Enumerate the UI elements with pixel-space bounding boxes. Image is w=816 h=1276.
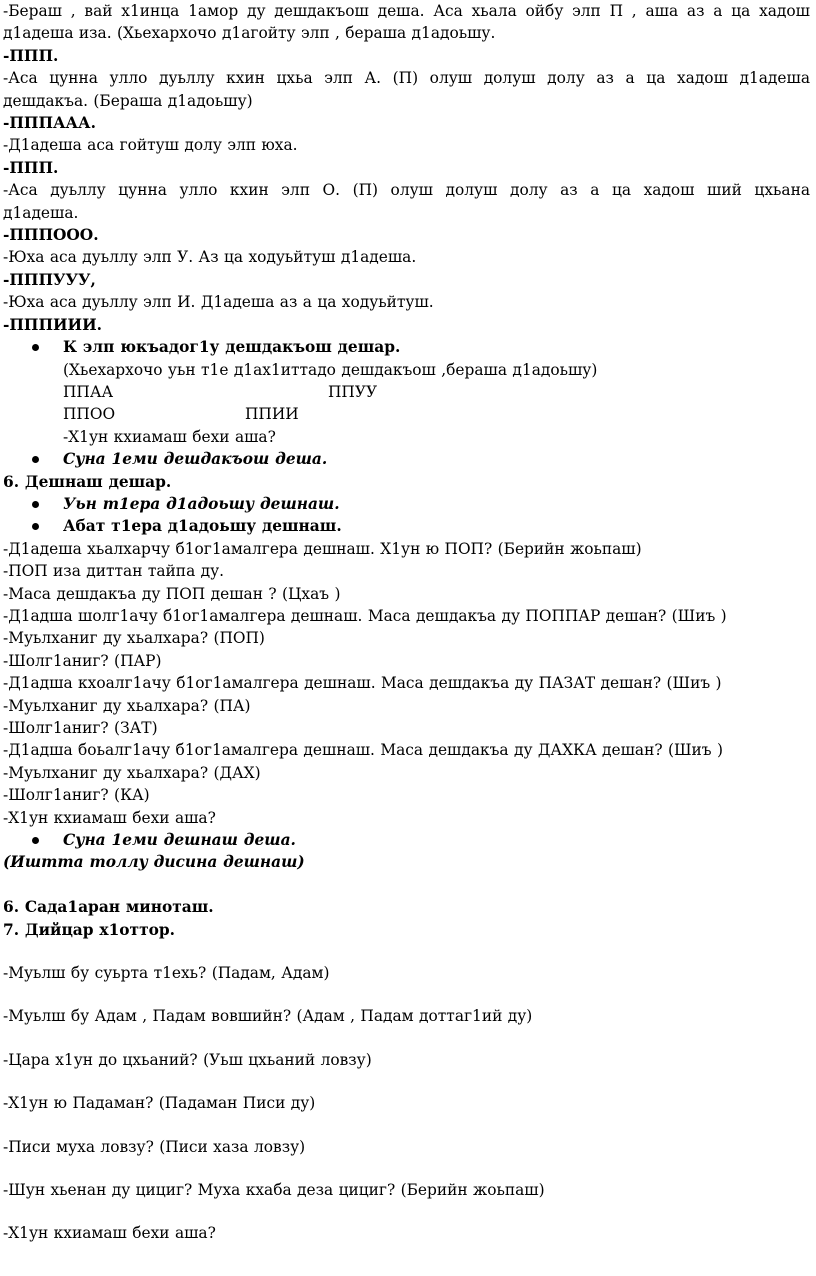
text-line-bold: -ППП​ООО. xyxy=(3,226,99,245)
text-line-bold: -ППП​ИИИ. xyxy=(3,315,102,334)
blank-line xyxy=(3,1115,810,1136)
question-line: -Шун хьенан ду цициг? Муха кхаба деза цициг? (Берийн жоьпаш) xyxy=(3,1181,545,1200)
text-line: -Маса дешдакъа ду ПОП дешан ? (Цхаъ ) xyxy=(3,584,341,603)
syllable-row xyxy=(3,403,810,425)
text-line: -Шолг1аниг? (ЗАТ) xyxy=(3,719,158,737)
text-line: -Аса дуьллу цунна улло кхин элп О. (П) олуш долуш долу аз а ца хадош ший цхьана xyxy=(3,181,810,200)
text-line: дешдакъа. (Бераша д1адоьшу) xyxy=(3,91,253,110)
text-line: д1адеша. xyxy=(3,203,79,222)
syllable: ППУУ xyxy=(328,382,378,401)
text-line: -Муьлханиг ду хьалхара? (ПОП) xyxy=(3,629,265,648)
bullet-dot-icon xyxy=(32,501,39,508)
text-line: -Бераш , вай х1инца 1амор ду дешдакъош деша. Аса хьала ойбу элп П , аша аз а ца хадош xyxy=(3,2,810,20)
text-line: -Юха аса дуьллу элп И. Д1адеша аз а ца ходуьйтуш. xyxy=(3,293,434,312)
text-line-bold: -ППП. xyxy=(3,158,59,177)
text-line-bold: -ППП​УУУ, xyxy=(3,270,96,289)
bullet-item xyxy=(3,515,810,537)
text-line: -Д1адша кхоалг1ачу б1ог1амалгера дешнаш. Маса дешдакъа ду ПАЗАТ дешан? (Шиъ ) xyxy=(3,674,722,693)
text-line: -Аса цунна улло дуьллу кхин цхьа элп А. (П) олуш долуш долу аз а ца хадош д1адеша xyxy=(3,69,810,88)
blank-line xyxy=(3,1158,810,1179)
text-line: -Муьлханиг ду хьалхара? (ПА) xyxy=(3,696,251,715)
section-heading: 6. Сада1аран миноташ. xyxy=(3,898,214,917)
text-line: -Юха аса дуьллу элп У. Аз ца ходуьйтуш д1адеша. xyxy=(3,248,417,267)
bullet-text: Абат т1ера д1адоьшу дешнаш. xyxy=(63,517,342,536)
bullet-item xyxy=(3,829,810,851)
bullet-text: К элп юкъадог1у дешдакъош дешар. xyxy=(63,338,401,357)
syllable: ППОО xyxy=(63,405,116,424)
question-line: -Муьлш бу суьрта т1ехь? (Падам, Адам) xyxy=(3,964,330,983)
text-line: -Д1адеша аса гойтуш долу элп юха. xyxy=(3,136,298,155)
syllable: ППАА xyxy=(63,382,114,401)
bullet-dot-icon xyxy=(32,344,39,351)
text-line: -Х1ун кхиамаш бехи аша? xyxy=(63,427,276,446)
blank-line xyxy=(3,1201,810,1222)
bullet-text: Уьн т1ера д1адоьшу дешнаш. xyxy=(63,494,340,513)
text-line: -Д1адеша хьалхарчу б1ог1амалгера дешнаш. Х1ун ю ПОП? (Берийн жоьпаш) xyxy=(3,539,642,558)
text-line: -Д1адша шолг1ачу б1ог1амалгера дешнаш. Маса дешдакъа ду ПОППАР дешан? (Шиъ ) xyxy=(3,606,727,625)
text-line: -Шолг1аниг? (КА) xyxy=(3,786,150,805)
text-line: д1адеша иза. (Хьехархочо д1агойту элп , бераша д1адоьшу. xyxy=(3,24,496,43)
bullet-item xyxy=(3,493,810,515)
question-line: -Муьлш бу Адам , Падам вовшийн? (Адам , Падам доттаг1ий ду) xyxy=(3,1007,533,1026)
text-line-bold: -ППП. xyxy=(3,46,59,65)
text-line: (Хьехархочо уьн т1е д1ах1иттадо дешдакъош ,бераша д1адоьшу) xyxy=(63,360,598,379)
text-line-bold: -ППП​ААА. xyxy=(3,114,96,133)
text-line: -Муьлханиг ду хьалхара? (ДАХ) xyxy=(3,763,261,782)
syllable: ППИИ xyxy=(245,405,299,424)
blank-line xyxy=(3,984,810,1005)
bullet-text: Суна 1еми дешдакъош деша. xyxy=(63,450,328,469)
blank-line xyxy=(3,1071,810,1092)
bullet-item xyxy=(3,448,810,470)
blank-line xyxy=(3,1028,810,1049)
bullet-dot-icon xyxy=(32,523,39,530)
question-line: -Х1ун ю Падаман? (Падаман Писи ду) xyxy=(3,1094,316,1113)
section-heading: 6. Дешнаш дешар. xyxy=(3,472,172,491)
text-line: -Х1ун кхиамаш бехи аша? xyxy=(3,808,216,827)
blank-line xyxy=(3,941,810,962)
bullet-text: Суна 1еми дешнаш деша. xyxy=(63,831,296,850)
text-line: -Д1адша боьалг1ачу б1ог1амалгера дешнаш. Маса дешдакъа ду ДАХКА дешан? (Шиъ ) xyxy=(3,741,723,760)
bullet-dot-icon xyxy=(32,456,39,463)
text-line-bold-italic: (Иштта толлу дисина дешнаш) xyxy=(3,853,305,872)
text-line: -Шолг1аниг? (ПАР) xyxy=(3,651,162,670)
text-line: -ПОП иза диттан тайпа ду. xyxy=(3,562,225,581)
question-line: -Писи муха ловзу? (Писи хаза ловзу) xyxy=(3,1137,306,1156)
syllable-row xyxy=(3,381,810,403)
section-heading: 7. Дийцар х1оттор. xyxy=(3,920,176,939)
bullet-dot-icon xyxy=(32,837,39,844)
bullet-item xyxy=(3,336,810,358)
blank-line xyxy=(3,874,810,896)
question-line: -Цара х1ун до цхьаний? (Уьш цхьаний ловзу) xyxy=(3,1050,372,1069)
question-line: -Х1ун кхиамаш бехи аша? xyxy=(3,1224,216,1243)
